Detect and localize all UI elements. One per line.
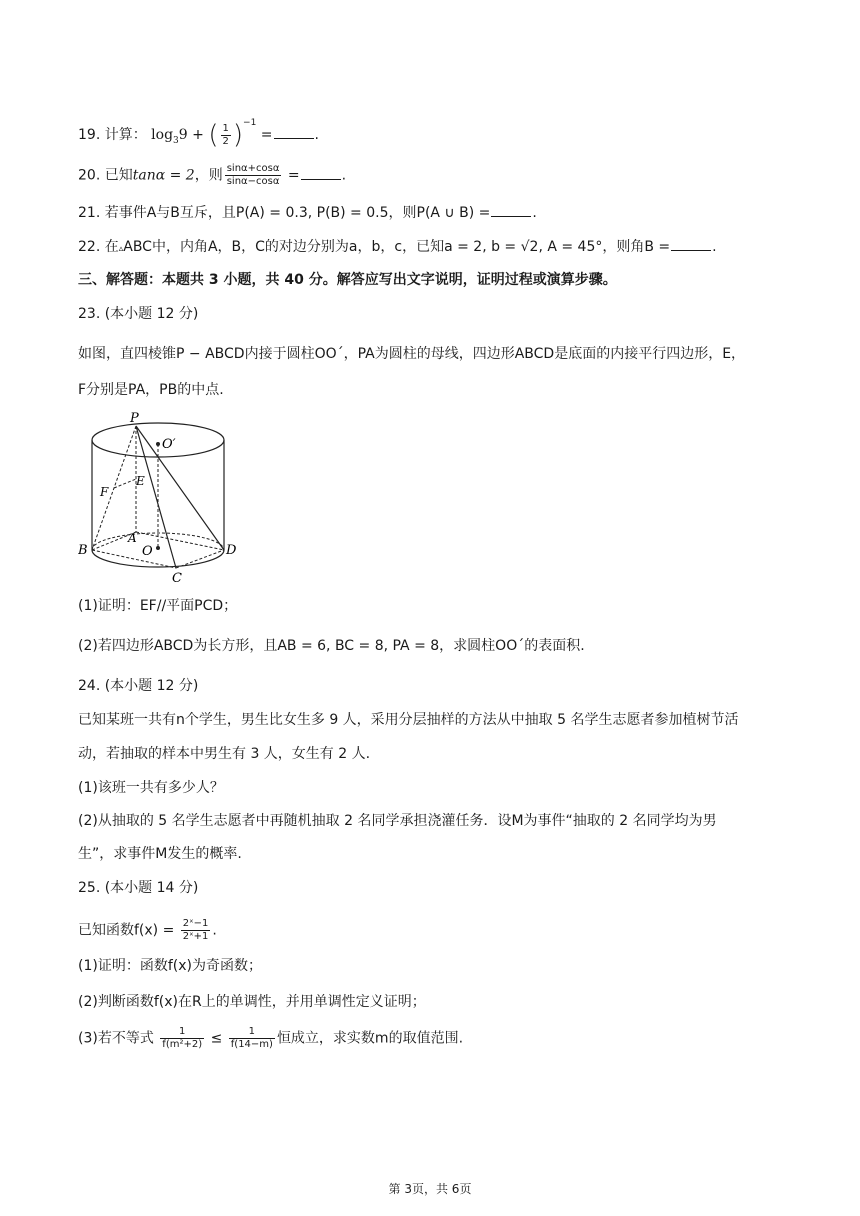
q21-answer-blank[interactable] <box>491 204 531 217</box>
q25-p3-le: ≤ <box>210 1030 223 1047</box>
label-B: B <box>78 543 88 558</box>
q20-fraction <box>225 163 282 188</box>
q23-part-1: (1)证明：EF//平面PCD； <box>78 598 238 614</box>
question-19 <box>78 118 319 148</box>
section-3-title: 三、解答题：本题共 3 小题，共 40 分。解答应写出文字说明，证明过程或演算步骤。 <box>78 272 617 288</box>
q25-fraction <box>181 918 211 943</box>
q24-part-2-line-2: 生”，求事件M发生的概率. <box>78 846 242 862</box>
q19-log-base: 3 <box>173 135 179 146</box>
page-footer: 第 3页，共 6页 <box>388 1182 472 1196</box>
q20-prefix: 已知 <box>104 167 133 184</box>
q19-plus: + <box>192 127 204 143</box>
q25-frac-num: 2ˣ−1 <box>182 918 209 929</box>
q23-head: 23. (本小题 12 分) <box>78 306 199 322</box>
q25-p3-f1-den: f(m²+2) <box>162 1039 203 1050</box>
q19-fraction <box>221 123 231 148</box>
label-E: E <box>136 474 145 488</box>
edge-CD <box>176 550 224 568</box>
q21-text: 若事件A与B互斥，且P(A) = 0.3, P(B) = 0.5，则P(A ∪ B) = <box>104 205 491 221</box>
q20-answer-blank[interactable] <box>301 167 341 180</box>
q20-equals: = <box>287 167 300 184</box>
q19-paren-close: ) <box>232 120 244 150</box>
q19-log-arg: 9 <box>178 127 188 143</box>
q25-given-prefix: 已知函数f(x) = <box>78 922 175 939</box>
q25-part-3 <box>78 1026 463 1051</box>
q21-number: 21. <box>78 205 101 221</box>
q25-given-end: . <box>212 922 217 939</box>
q23-line-1: 如图，直四棱锥P − ABCD内接于圆柱OO´，PA为圆柱的母线，四边形ABCD是底面的内接平行四边形，E， <box>78 346 746 362</box>
q24-head: 24. (本小题 12 分) <box>78 678 199 694</box>
q23-line-2: F分别是PA，PB的中点. <box>78 382 224 398</box>
q24-part-2-line-1: (2)从抽取的 5 名学生志愿者中再随机抽取 2 名同学承担浇灌任务．设M为事件“抽取的 2 名同学均为男 <box>78 813 717 829</box>
q23-part-2: (2)若四边形ABCD为长方形，且AB = 6, BC = 8, PA = 8，求圆柱OO´的表面积. <box>78 638 585 654</box>
q20-number: 20. <box>78 167 101 184</box>
q25-given <box>78 918 217 943</box>
q19-frac-den: 2 <box>222 135 229 147</box>
point-O <box>156 546 160 550</box>
label-F: F <box>100 485 109 499</box>
q22-sqrt: √2 <box>520 239 539 255</box>
q19-number: 19. <box>78 127 101 143</box>
q21-period: . <box>532 205 537 221</box>
q20-frac-num: sinα+cosα <box>226 163 280 174</box>
label-O: O <box>142 544 153 559</box>
q19-log: log <box>151 127 174 143</box>
q25-part3-frac-1 <box>160 1026 204 1051</box>
q25-part3-frac-2 <box>229 1026 275 1051</box>
label-C: C <box>172 571 182 586</box>
q22-text-c: , A = 45°，则角B = <box>538 239 671 255</box>
q22-number: 22. <box>78 239 101 255</box>
label-P: P <box>130 411 139 426</box>
q25-part-2: (2)判断函数f(x)在R上的单调性，并用单调性定义证明； <box>78 994 426 1010</box>
q24-part-1: (1)该班一共有多少人？ <box>78 780 224 796</box>
triangle-icon: ▵ <box>118 244 124 254</box>
q25-part3-suffix: 恒成立，求实数m的取值范围. <box>276 1030 464 1047</box>
q25-p3-f2-num: 1 <box>229 1026 275 1039</box>
q25-frac-den: 2ˣ+1 <box>182 931 209 942</box>
q19-frac-num: 1 <box>222 122 229 134</box>
label-D: D <box>226 543 237 558</box>
q22-text-b: ABC中，内角A，B，C的对边分别为a，b，c，已知a = 2, b = <box>123 239 517 255</box>
edge-PD <box>136 426 224 550</box>
q19-exponent: −1 <box>243 118 257 128</box>
q19-answer-blank[interactable] <box>274 126 314 139</box>
q24-line-1: 已知某班一共有n个学生，男生比女生多 9 人，采用分层抽样的方法从中抽取 5 名学生志愿者参加植树节活 <box>78 712 739 728</box>
q19-equals: = <box>260 127 273 143</box>
q25-part-1: (1)证明：函数f(x)为奇函数； <box>78 958 262 974</box>
q22-text-a: 在 <box>104 239 119 255</box>
q25-p3-f1-num: 1 <box>160 1026 204 1039</box>
segment-EF <box>114 479 136 488</box>
q19-text: 计算： <box>104 127 147 143</box>
q19-paren-open: ( <box>208 120 219 150</box>
q25-part3-prefix: (3)若不等式 <box>78 1030 154 1047</box>
q20-mid: ，则 <box>194 167 223 184</box>
label-O1: O′ <box>162 437 176 452</box>
q25-p3-f2-den: f(14−m) <box>230 1039 273 1050</box>
question-20 <box>78 163 346 188</box>
q24-line-2: 动，若抽取的样本中男生有 3 人，女生有 2 人. <box>78 746 371 762</box>
question-21 <box>78 204 537 222</box>
q19-period: . <box>314 127 319 143</box>
q22-answer-blank[interactable] <box>671 238 711 251</box>
q20-period: . <box>341 167 347 184</box>
q20-frac-den: sinα−cosα <box>226 176 280 187</box>
point-O1 <box>156 442 160 446</box>
q22-period: . <box>712 239 717 255</box>
q20-given: tanα = 2 <box>132 167 195 184</box>
q25-head: 25. (本小题 14 分) <box>78 880 199 896</box>
question-22 <box>78 238 717 256</box>
cylinder-pyramid-figure <box>78 410 248 590</box>
label-A: A <box>128 531 137 545</box>
